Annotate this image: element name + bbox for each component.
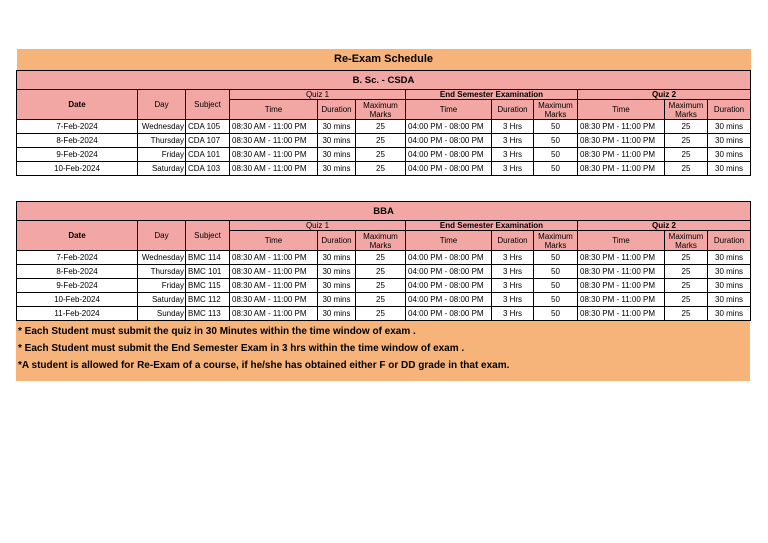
cell-quiz1-time: 08:30 AM - 11:00 PM xyxy=(230,148,318,162)
cell-quiz1-duration: 30 mins xyxy=(318,307,356,321)
cell-end-sem-duration: 3 Hrs xyxy=(492,148,534,162)
cell-quiz2-time: 08:30 PM - 11:00 PM xyxy=(578,134,665,148)
cell-quiz2-max-marks: 25 xyxy=(665,251,708,265)
header-end-sem: End Semester Examination xyxy=(406,90,578,100)
program-title-bba: BBA xyxy=(17,202,751,221)
cell-quiz1-time: 08:30 AM - 11:00 PM xyxy=(230,162,318,176)
cell-end-sem-time: 04:00 PM - 08:00 PM xyxy=(406,293,492,307)
cell-subject: CDA 105 xyxy=(186,120,230,134)
header-duration: Duration xyxy=(708,231,751,251)
header-max-marks: Maximum Marks xyxy=(534,231,578,251)
cell-date: 8-Feb-2024 xyxy=(17,134,138,148)
table-row xyxy=(17,162,751,176)
header-duration: Duration xyxy=(492,231,534,251)
cell-quiz2-time: 08:30 PM - 11:00 PM xyxy=(578,162,665,176)
cell-day: Wednesday xyxy=(138,251,186,265)
cell-quiz2-duration: 30 mins xyxy=(708,293,751,307)
cell-end-sem-max-marks: 50 xyxy=(534,120,578,134)
table-row xyxy=(17,120,751,134)
cell-quiz1-time: 08:30 AM - 11:00 PM xyxy=(230,279,318,293)
cell-quiz2-max-marks: 25 xyxy=(665,120,708,134)
cell-day: Saturday xyxy=(138,293,186,307)
cell-day: Thursday xyxy=(138,134,186,148)
schedule-table-bsc xyxy=(16,49,751,176)
cell-quiz2-duration: 30 mins xyxy=(708,148,751,162)
cell-quiz2-duration: 30 mins xyxy=(708,251,751,265)
table-row xyxy=(17,134,751,148)
header-max-marks: Maximum Marks xyxy=(534,100,578,120)
header-date: Date xyxy=(17,90,138,120)
cell-quiz2-duration: 30 mins xyxy=(708,120,751,134)
cell-day: Friday xyxy=(138,279,186,293)
table-body-bba xyxy=(17,251,751,321)
header-duration: Duration xyxy=(318,231,356,251)
header-max-marks: Maximum Marks xyxy=(356,100,406,120)
cell-date: 10-Feb-2024 xyxy=(17,162,138,176)
table-body-bsc xyxy=(17,120,751,176)
cell-end-sem-time: 04:00 PM - 08:00 PM xyxy=(406,148,492,162)
cell-quiz2-max-marks: 25 xyxy=(665,293,708,307)
cell-end-sem-duration: 3 Hrs xyxy=(492,162,534,176)
table-row xyxy=(17,279,751,293)
header-duration: Duration xyxy=(492,100,534,120)
header-time: Time xyxy=(406,231,492,251)
cell-quiz2-time: 08:30 PM - 11:00 PM xyxy=(578,279,665,293)
cell-quiz1-time: 08:30 AM - 11:00 PM xyxy=(230,120,318,134)
note-quiz-submission: * Each Student must submit the quiz in 30 Minutes within the time window of exam . xyxy=(18,326,416,337)
header-max-marks: Maximum Marks xyxy=(665,100,708,120)
cell-quiz2-duration: 30 mins xyxy=(708,265,751,279)
header-duration: Duration xyxy=(708,100,751,120)
header-quiz1: Quiz 1 xyxy=(230,221,406,231)
cell-quiz1-duration: 30 mins xyxy=(318,134,356,148)
schedule-sheet xyxy=(16,49,750,381)
cell-end-sem-duration: 3 Hrs xyxy=(492,293,534,307)
cell-quiz1-max-marks: 25 xyxy=(356,120,406,134)
table-row xyxy=(17,293,751,307)
header-end-sem: End Semester Examination xyxy=(406,221,578,231)
cell-quiz1-max-marks: 25 xyxy=(356,279,406,293)
cell-quiz2-duration: 30 mins xyxy=(708,307,751,321)
note-end-sem-submission: * Each Student must submit the End Semester Exam in 3 hrs within the time window of exam . xyxy=(18,343,465,354)
cell-end-sem-time: 04:00 PM - 08:00 PM xyxy=(406,251,492,265)
cell-subject: CDA 103 xyxy=(186,162,230,176)
cell-end-sem-time: 04:00 PM - 08:00 PM xyxy=(406,307,492,321)
cell-date: 11-Feb-2024 xyxy=(17,307,138,321)
cell-quiz1-max-marks: 25 xyxy=(356,265,406,279)
cell-quiz1-duration: 30 mins xyxy=(318,148,356,162)
header-subject: Subject xyxy=(186,221,230,251)
cell-quiz1-time: 08:30 AM - 11:00 PM xyxy=(230,265,318,279)
cell-subject: BMC 114 xyxy=(186,251,230,265)
cell-end-sem-max-marks: 50 xyxy=(534,162,578,176)
cell-date: 9-Feb-2024 xyxy=(17,279,138,293)
cell-end-sem-time: 04:00 PM - 08:00 PM xyxy=(406,120,492,134)
cell-quiz1-max-marks: 25 xyxy=(356,293,406,307)
cell-quiz2-max-marks: 25 xyxy=(665,148,708,162)
cell-end-sem-time: 04:00 PM - 08:00 PM xyxy=(406,162,492,176)
cell-day: Thursday xyxy=(138,265,186,279)
cell-quiz1-max-marks: 25 xyxy=(356,134,406,148)
header-time: Time xyxy=(230,231,318,251)
cell-end-sem-max-marks: 50 xyxy=(534,279,578,293)
cell-quiz1-time: 08:30 AM - 11:00 PM xyxy=(230,293,318,307)
cell-end-sem-max-marks: 50 xyxy=(534,251,578,265)
cell-subject: BMC 115 xyxy=(186,279,230,293)
program-title-bsc: B. Sc. - CSDA xyxy=(17,71,751,90)
cell-quiz1-duration: 30 mins xyxy=(318,293,356,307)
cell-quiz1-duration: 30 mins xyxy=(318,265,356,279)
cell-date: 8-Feb-2024 xyxy=(17,265,138,279)
table-row xyxy=(17,265,751,279)
cell-quiz2-max-marks: 25 xyxy=(665,265,708,279)
cell-subject: BMC 112 xyxy=(186,293,230,307)
header-duration: Duration xyxy=(318,100,356,120)
cell-quiz1-time: 08:30 AM - 11:00 PM xyxy=(230,307,318,321)
cell-quiz1-duration: 30 mins xyxy=(318,120,356,134)
cell-end-sem-time: 04:00 PM - 08:00 PM xyxy=(406,134,492,148)
header-day: Day xyxy=(138,90,186,120)
cell-quiz2-duration: 30 mins xyxy=(708,134,751,148)
header-max-marks: Maximum Marks xyxy=(356,231,406,251)
cell-day: Sunday xyxy=(138,307,186,321)
cell-quiz2-time: 08:30 PM - 11:00 PM xyxy=(578,307,665,321)
cell-date: 7-Feb-2024 xyxy=(17,120,138,134)
cell-quiz2-time: 08:30 PM - 11:00 PM xyxy=(578,265,665,279)
cell-quiz2-max-marks: 25 xyxy=(665,307,708,321)
schedule-table-bba xyxy=(16,201,751,321)
header-quiz2: Quiz 2 xyxy=(578,90,751,100)
notes-box xyxy=(16,321,750,381)
cell-date: 9-Feb-2024 xyxy=(17,148,138,162)
header-day: Day xyxy=(138,221,186,251)
cell-quiz1-time: 08:30 AM - 11:00 PM xyxy=(230,134,318,148)
cell-quiz1-max-marks: 25 xyxy=(356,162,406,176)
cell-end-sem-duration: 3 Hrs xyxy=(492,251,534,265)
cell-end-sem-duration: 3 Hrs xyxy=(492,120,534,134)
cell-end-sem-time: 04:00 PM - 08:00 PM xyxy=(406,279,492,293)
cell-quiz1-duration: 30 mins xyxy=(318,162,356,176)
header-time: Time xyxy=(230,100,318,120)
table-row xyxy=(17,148,751,162)
header-quiz1: Quiz 1 xyxy=(230,90,406,100)
cell-quiz1-max-marks: 25 xyxy=(356,307,406,321)
header-subject: Subject xyxy=(186,90,230,120)
cell-subject: BMC 101 xyxy=(186,265,230,279)
note-re-exam-eligibility: *A student is allowed for Re-Exam of a course, if he/she has obtained either F or DD grade in that exam. xyxy=(18,360,510,371)
header-max-marks: Maximum Marks xyxy=(665,231,708,251)
cell-quiz1-duration: 30 mins xyxy=(318,251,356,265)
cell-end-sem-max-marks: 50 xyxy=(534,265,578,279)
header-time: Time xyxy=(578,231,665,251)
cell-end-sem-duration: 3 Hrs xyxy=(492,265,534,279)
cell-quiz2-max-marks: 25 xyxy=(665,162,708,176)
cell-quiz2-duration: 30 mins xyxy=(708,279,751,293)
cell-quiz1-time: 08:30 AM - 11:00 PM xyxy=(230,251,318,265)
cell-quiz1-max-marks: 25 xyxy=(356,251,406,265)
header-time: Time xyxy=(406,100,492,120)
page-title: Re-Exam Schedule xyxy=(17,49,751,71)
cell-end-sem-max-marks: 50 xyxy=(534,293,578,307)
cell-date: 10-Feb-2024 xyxy=(17,293,138,307)
header-date: Date xyxy=(17,221,138,251)
cell-quiz2-time: 08:30 PM - 11:00 PM xyxy=(578,251,665,265)
cell-subject: CDA 101 xyxy=(186,148,230,162)
cell-subject: CDA 107 xyxy=(186,134,230,148)
table-row xyxy=(17,251,751,265)
cell-end-sem-max-marks: 50 xyxy=(534,307,578,321)
table-row xyxy=(17,307,751,321)
cell-end-sem-duration: 3 Hrs xyxy=(492,279,534,293)
cell-quiz2-max-marks: 25 xyxy=(665,134,708,148)
cell-end-sem-max-marks: 50 xyxy=(534,134,578,148)
cell-quiz1-max-marks: 25 xyxy=(356,148,406,162)
cell-end-sem-duration: 3 Hrs xyxy=(492,134,534,148)
cell-end-sem-max-marks: 50 xyxy=(534,148,578,162)
cell-end-sem-time: 04:00 PM - 08:00 PM xyxy=(406,265,492,279)
cell-day: Friday xyxy=(138,148,186,162)
header-quiz2: Quiz 2 xyxy=(578,221,751,231)
cell-quiz2-time: 08:30 PM - 11:00 PM xyxy=(578,293,665,307)
cell-day: Saturday xyxy=(138,162,186,176)
cell-quiz2-duration: 30 mins xyxy=(708,162,751,176)
cell-quiz2-time: 08:30 PM - 11:00 PM xyxy=(578,120,665,134)
cell-date: 7-Feb-2024 xyxy=(17,251,138,265)
cell-day: Wednesday xyxy=(138,120,186,134)
cell-quiz1-duration: 30 mins xyxy=(318,279,356,293)
cell-end-sem-duration: 3 Hrs xyxy=(492,307,534,321)
cell-quiz2-time: 08:30 PM - 11:00 PM xyxy=(578,148,665,162)
header-time: Time xyxy=(578,100,665,120)
cell-subject: BMC 113 xyxy=(186,307,230,321)
cell-quiz2-max-marks: 25 xyxy=(665,279,708,293)
